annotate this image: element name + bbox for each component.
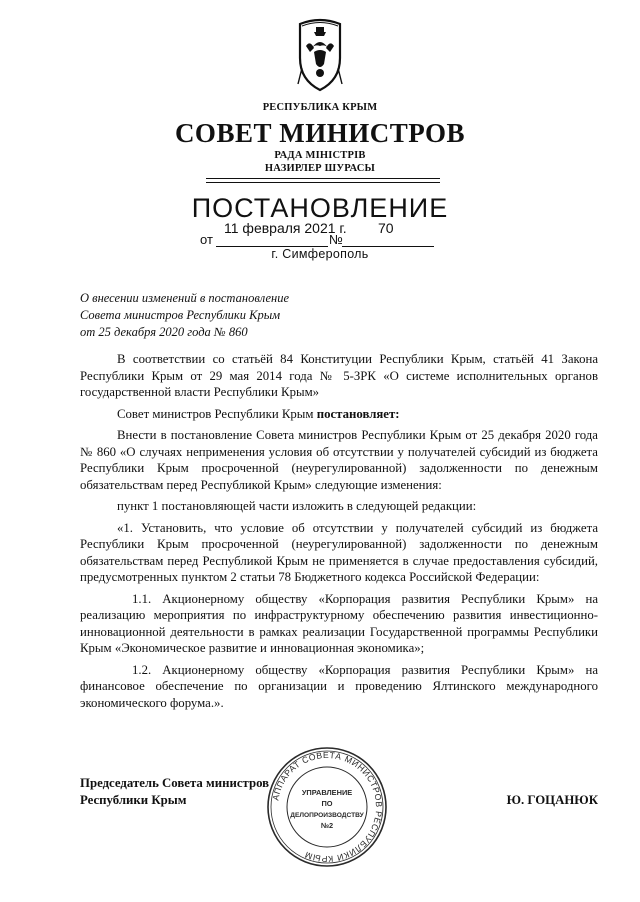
stamp-center-line: УПРАВЛЕНИЕ: [301, 788, 353, 797]
signatory-name: Ю. ГОЦАНЮК: [506, 793, 598, 807]
official-stamp: [265, 745, 389, 869]
resolution-text: Совет министров Республики Крым: [117, 406, 317, 421]
number-label: №: [329, 232, 343, 247]
from-label: от: [200, 232, 213, 247]
date-number-line: [200, 220, 440, 250]
header-divider-bottom: [206, 182, 440, 183]
stamp-center-line: ДЕЛОПРОИЗВОДСТВУ: [290, 812, 364, 819]
document-city: г. Симферополь: [271, 247, 369, 261]
council-name-crimean-tatar: НАЗИРЛЕР ШУРАСЫ: [264, 163, 376, 174]
council-name: СОВЕТ МИНИСТРОВ: [174, 118, 466, 148]
document-subject: [80, 290, 380, 341]
document-date: 11 февраля 2021 г.: [224, 220, 347, 236]
signatory-title-line: Республики Крым: [80, 793, 187, 807]
header-divider-top: [206, 178, 440, 179]
signatory-title-line: Председатель Совета министров: [80, 776, 270, 790]
preamble-paragraph: В соответствии со статьёй 84 Конституции Республики Крым, статьёй 41 Закона Республики Крым от 29 мая 2014 года № 5-ЗРК «О системе исполнительных органов государственной власти Республики Крым»: [80, 352, 598, 399]
council-name-ukrainian: РАДА МІНІСТРІВ: [274, 150, 366, 161]
resolution-paragraph: [80, 406, 598, 423]
stamp-center-line: ПО: [321, 799, 333, 808]
clause-1-1-paragraph: 1.1. Акционерному обществу «Корпорация развития Республики Крым» на реализацию мероприятия по инфраструктурному обеспечению развития инвестиционно-инновационной деятельности в рамках реализации Государственной программы Республики Крым «Экономическое развитие и инновационная экономика»;: [80, 591, 598, 655]
clause-intro-paragraph: пункт 1 постановляющей части изложить в следующей редакции:: [117, 499, 477, 513]
document-body: [80, 351, 598, 716]
stamp-center-line: №2: [320, 821, 334, 830]
resolution-keyword: постановляет:: [316, 406, 400, 421]
amendment-paragraph: Внести в постановление Совета министров Республики Крым от 25 декабря 2020 года № 860 «О случаях неприменения условия об отсутствии у получателей субсидий из бюджета Республики Крым просроченной (неурегулированной) задолженности по денежным обязательствам перед Республикой Крым» следующие изменения:: [80, 428, 598, 492]
subject-line: от 25 декабря 2020 года № 860: [80, 325, 248, 339]
clause-1-paragraph: «1. Установить, что условие об отсутствии у получателей субсидий из бюджета Республики Крым просроченной (неурегулированной) задолженности по денежным обязательствам перед Республикой Крым не применяется в случае предоставления субсидий, предусмотренных пунктом 2 статьи 78 Бюджетного кодекса Российской Федерации:: [80, 520, 598, 584]
signatory-title: [80, 775, 269, 809]
stamp-ring-text: АППАРАТ СОВЕТА МИНИСТРОВ РЕСПУБЛИКИ КРЫМ: [270, 749, 385, 865]
republic-name: РЕСПУБЛИКА КРЫМ: [262, 102, 378, 113]
document-number: 70: [378, 220, 394, 236]
subject-line: О внесении изменений в постановление: [80, 291, 290, 305]
clause-1-2-paragraph: 1.2. Акционерному обществу «Корпорация развития Республики Крым» на финансовое обеспечение по организации и проведению Ялтинского международного экономического форума.».: [80, 662, 598, 710]
document-title: ПОСТАНОВЛЕНИЕ: [191, 193, 449, 223]
crimea-coat-of-arms-icon: [292, 18, 348, 94]
subject-line: Совета министров Республики Крым: [80, 308, 281, 322]
